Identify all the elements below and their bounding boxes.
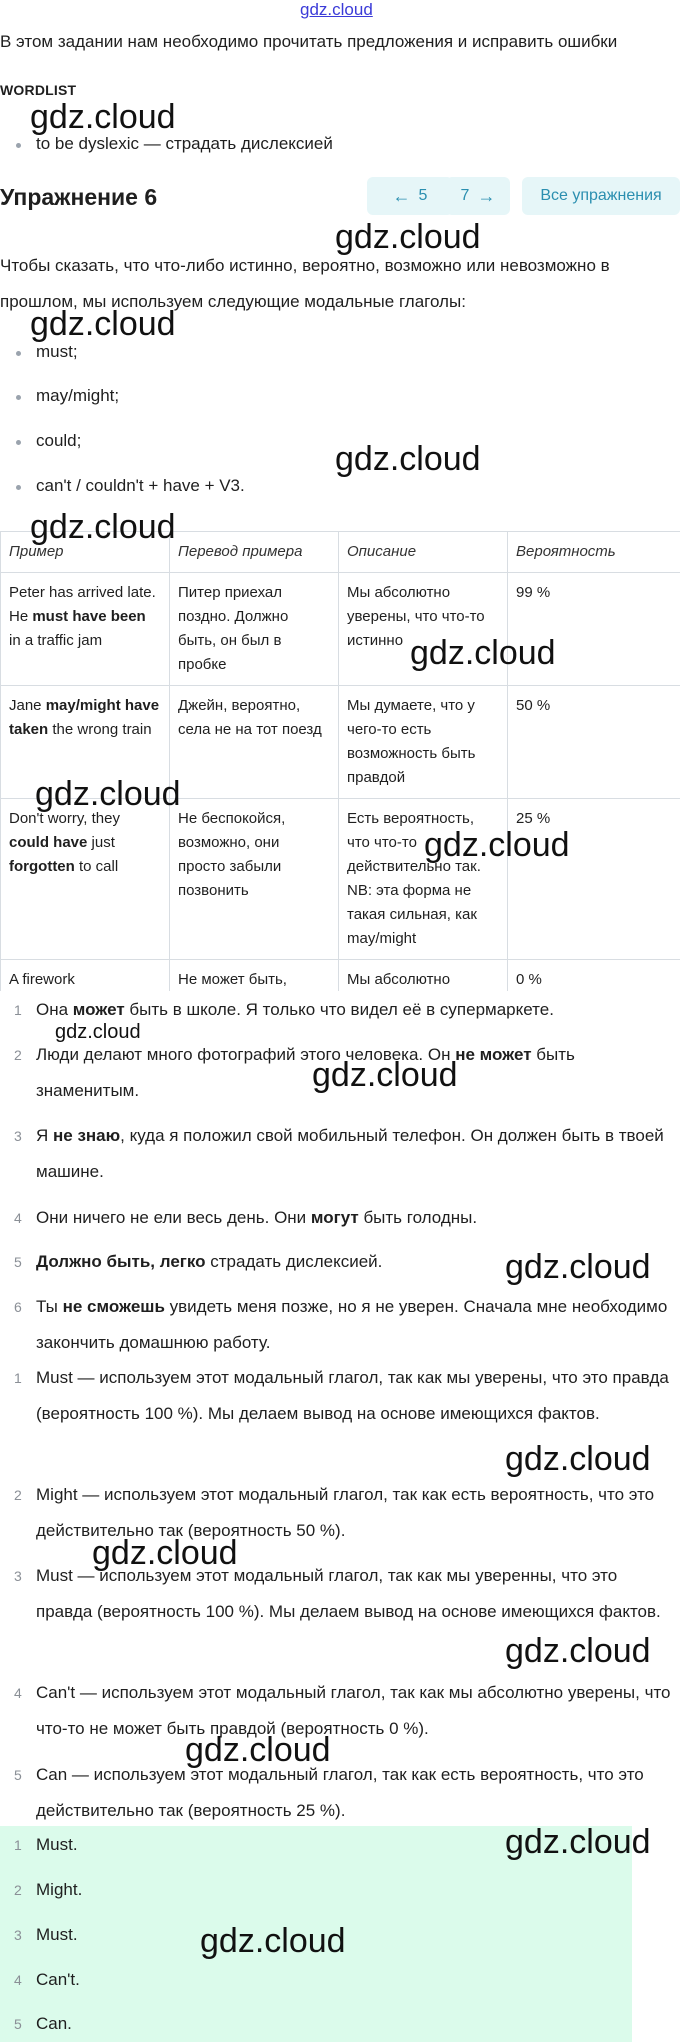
watermark: gdz.cloud bbox=[185, 1731, 331, 1769]
watermark: gdz.cloud bbox=[200, 1922, 346, 1960]
modal-verbs-table-container bbox=[0, 531, 680, 991]
theory-text: Чтобы сказать, что что-либо истинно, вероятно, возможно или невозможно в прошлом, мы используем следующие модальные глаголы: bbox=[0, 256, 610, 311]
prev-exercise-label: 5 bbox=[418, 187, 428, 204]
table-cell-probability: 50 % bbox=[508, 686, 680, 799]
arrow-left-icon: ← bbox=[392, 185, 411, 206]
arrow-right-icon: → bbox=[477, 185, 496, 206]
watermark: gdz.cloud bbox=[410, 634, 556, 672]
watermark: gdz.cloud bbox=[335, 218, 481, 256]
exercise-title: Упражнение 6 bbox=[0, 184, 158, 210]
table-cell-description: Мы думаете, что у чего-то есть возможность быть правдой bbox=[339, 686, 508, 799]
watermark: gdz.cloud bbox=[92, 1534, 238, 1572]
table-cell-description: Есть вероятность, что что-то действительно так. NB: эта форма не такая сильная, как may/might bbox=[339, 799, 508, 960]
watermark: gdz.cloud bbox=[30, 508, 176, 546]
table-cell-probability: 99 % bbox=[508, 573, 680, 686]
watermark: gdz.cloud bbox=[505, 1440, 651, 1478]
table-cell-translation: Не беспокойся, возможно, они просто забыли позвонить bbox=[170, 799, 339, 960]
modal-verbs-table bbox=[0, 531, 680, 991]
table-row bbox=[1, 960, 680, 992]
wordlist-item-text: to be dyslexic — страдать дислексией bbox=[36, 134, 333, 153]
table-cell-translation: Джейн, вероятно, села не на тот поезд bbox=[170, 686, 339, 799]
site-logo-link[interactable]: gdz.cloud bbox=[300, 0, 373, 19]
all-exercises-button[interactable] bbox=[522, 177, 680, 215]
table-row bbox=[1, 573, 680, 686]
verb-text: could; bbox=[36, 431, 82, 450]
watermark: gdz.cloud bbox=[312, 1056, 458, 1094]
watermark: gdz.cloud bbox=[55, 1021, 141, 1043]
bullet-icon bbox=[16, 351, 21, 356]
bullet-icon bbox=[16, 485, 21, 490]
table-cell-translation: Питер приехал поздно. Должно быть, он был в пробке bbox=[170, 573, 339, 686]
watermark: gdz.cloud bbox=[505, 1823, 651, 1861]
watermark: gdz.cloud bbox=[505, 1248, 651, 1286]
watermark: gdz.cloud bbox=[424, 826, 570, 864]
table-cell-probability: 25 % bbox=[508, 799, 680, 960]
verb-text: may/might; bbox=[36, 386, 120, 405]
watermark: gdz.cloud bbox=[35, 775, 181, 813]
all-exercises-label: Все упражнения bbox=[540, 187, 662, 204]
table-cell-description: Мы абсолютно уверены, что что-то истинно bbox=[339, 573, 508, 686]
next-exercise-button[interactable] bbox=[446, 177, 510, 215]
task-intro: В этом задании нам необходимо прочитать предложения и исправить ошибки bbox=[0, 32, 618, 51]
bullet-icon bbox=[16, 440, 21, 445]
bullet-icon bbox=[16, 143, 21, 148]
table-cell-example: Don't worry, they could have just forgotten to call bbox=[1, 799, 170, 960]
table-row bbox=[1, 799, 680, 960]
table-cell-example: Peter has arrived late. He must have been in a traffic jam bbox=[1, 573, 170, 686]
next-exercise-label: 7 bbox=[460, 187, 470, 204]
prev-exercise-button[interactable] bbox=[367, 177, 453, 215]
table-cell-translation: Не может быть, bbox=[170, 960, 339, 992]
bullet-icon bbox=[16, 395, 21, 400]
verb-text: must; bbox=[36, 342, 78, 361]
table-cell-example: Jane may/might have taken the wrong train bbox=[1, 686, 170, 799]
table-cell-description: Мы абсолютно bbox=[339, 960, 508, 992]
wordlist-heading: WORDLIST bbox=[0, 82, 77, 98]
watermark: gdz.cloud bbox=[30, 98, 176, 136]
verb-text: can't / couldn't + have + V3. bbox=[36, 476, 245, 495]
watermark: gdz.cloud bbox=[335, 440, 481, 478]
table-cell-probability: 0 % bbox=[508, 960, 680, 992]
table-header: Перевод примера bbox=[170, 532, 339, 573]
table-header: Вероятность bbox=[508, 532, 680, 573]
table-cell-example: A firework bbox=[1, 960, 170, 992]
table-header: Описание bbox=[339, 532, 508, 573]
table-header: Пример bbox=[1, 532, 170, 573]
watermark: gdz.cloud bbox=[30, 305, 176, 343]
watermark: gdz.cloud bbox=[505, 1632, 651, 1670]
